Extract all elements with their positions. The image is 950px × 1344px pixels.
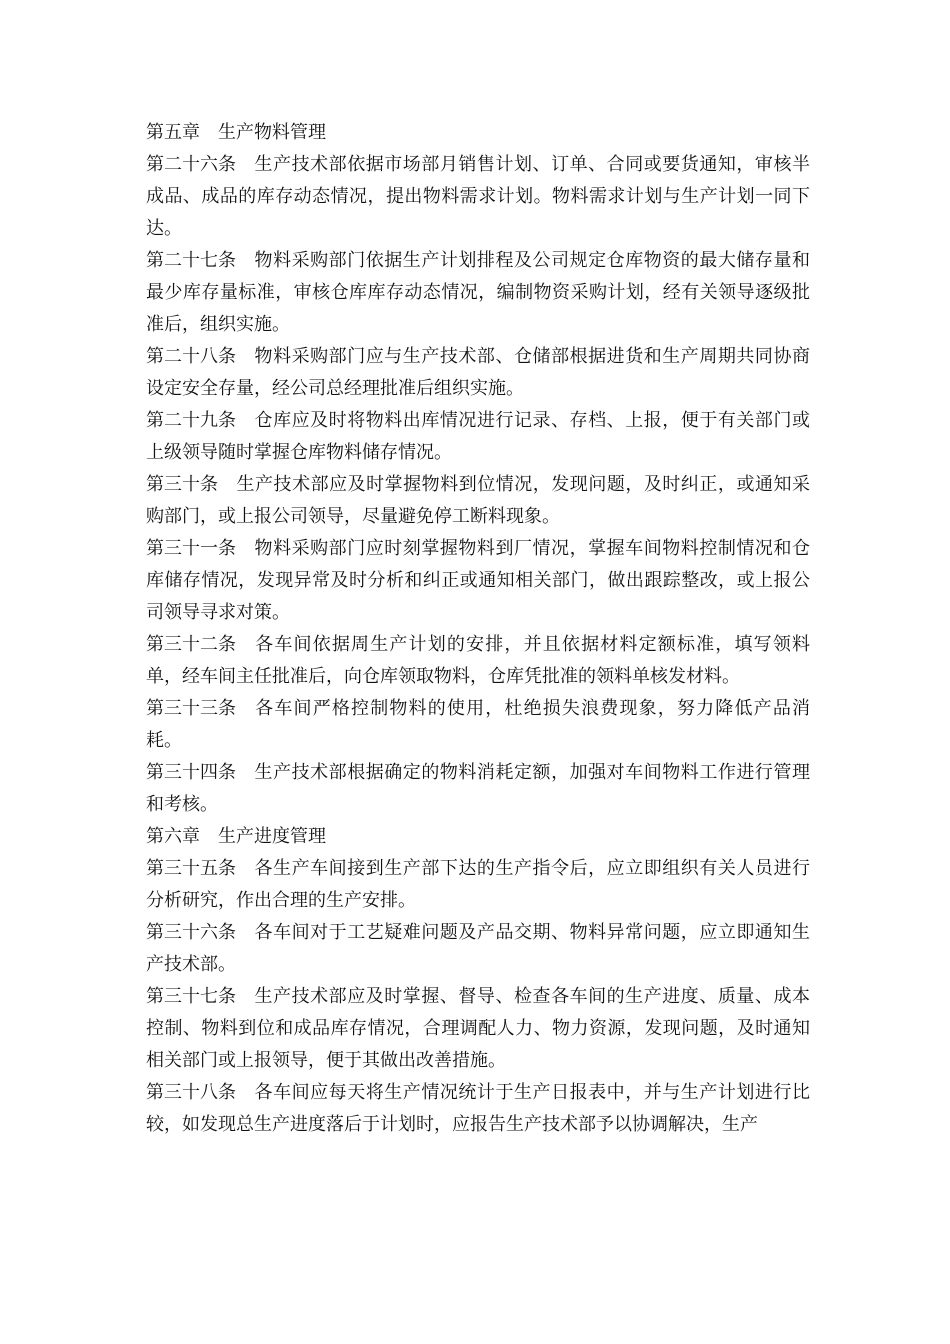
document-body: [146, 117, 810, 1141]
article-text: 各车间依据周生产计划的安排，并且依据材料定额标准，填写领料单，经车间主任批准后，向仓库领取物料，仓库凭批准的领料单核发材料。: [146, 634, 810, 687]
article-label: 第三十条: [146, 474, 218, 495]
article-27: [146, 245, 810, 341]
article-text: 生产技术部应及时掌握、督导、检查各车间的生产进度、质量、成本控制、物料到位和成品库存情况，合理调配人力、物力资源，发现问题，及时通知相关部门或上报领导，便于其做出改善措施。: [146, 986, 810, 1071]
chapter-heading: [146, 821, 810, 853]
article-text: 生产技术部根据确定的物料消耗定额，加强对车间物料工作进行管理和考核。: [146, 762, 810, 815]
article-text: 物料采购部门依据生产计划排程及公司规定仓库物资的最大储存量和最少库存量标准，审核仓库库存动态情况，编制物资采购计划，经有关领导逐级批准后，组织实施。: [146, 250, 810, 335]
article-text: 各车间严格控制物料的使用，杜绝损失浪费现象，努力降低产品消耗。: [146, 698, 810, 751]
article-34: [146, 757, 810, 821]
chapter-label: 第六章: [146, 826, 200, 847]
article-text: 各车间对于工艺疑难问题及产品交期、物料异常问题，应立即通知生产技术部。: [146, 922, 810, 975]
article-35: [146, 853, 810, 917]
article-31: [146, 533, 810, 629]
article-label: 第三十七条: [146, 986, 236, 1007]
article-37: [146, 981, 810, 1077]
article-label: 第三十一条: [146, 538, 236, 559]
article-label: 第二十七条: [146, 250, 236, 271]
article-label: 第二十八条: [146, 346, 236, 367]
article-text: 物料采购部门应时刻掌握物料到厂情况，掌握车间物料控制情况和仓库储存情况，发现异常及时分析和纠正或通知相关部门，做出跟踪整改，或上报公司领导寻求对策。: [146, 538, 810, 623]
article-label: 第三十四条: [146, 762, 236, 783]
article-text: 各车间应每天将生产情况统计于生产日报表中，并与生产计划进行比较，如发现总生产进度落后于计划时，应报告生产技术部予以协调解决，生产: [146, 1082, 810, 1135]
article-text: 各生产车间接到生产部下达的生产指令后，应立即组织有关人员进行分析研究，作出合理的生产安排。: [146, 858, 810, 911]
article-38: [146, 1077, 810, 1141]
article-label: 第二十九条: [146, 410, 236, 431]
article-30: [146, 469, 810, 533]
article-29: [146, 405, 810, 469]
article-label: 第三十二条: [146, 634, 236, 655]
article-label: 第三十三条: [146, 698, 236, 719]
article-text: 生产技术部应及时掌握物料到位情况，发现问题，及时纠正，或通知采购部门，或上报公司领导，尽量避免停工断料现象。: [146, 474, 810, 527]
article-label: 第二十六条: [146, 154, 236, 175]
article-text: 物料采购部门应与生产技术部、仓储部根据进货和生产周期共同协商设定安全存量，经公司总经理批准后组织实施。: [146, 346, 810, 399]
article-26: [146, 149, 810, 245]
article-33: [146, 693, 810, 757]
article-label: 第三十八条: [146, 1082, 236, 1103]
article-32: [146, 629, 810, 693]
article-36: [146, 917, 810, 981]
chapter-label: 第五章: [146, 122, 200, 143]
article-label: 第三十六条: [146, 922, 236, 943]
chapter-title: 生产物料管理: [218, 122, 326, 143]
article-text: 生产技术部依据市场部月销售计划、订单、合同或要货通知，审核半成品、成品的库存动态情况，提出物料需求计划。物料需求计划与生产计划一同下达。: [146, 154, 810, 239]
article-text: 仓库应及时将物料出库情况进行记录、存档、上报，便于有关部门或上级领导随时掌握仓库物料储存情况。: [146, 410, 810, 463]
chapter-title: 生产进度管理: [218, 826, 326, 847]
article-label: 第三十五条: [146, 858, 236, 879]
chapter-heading: [146, 117, 810, 149]
article-28: [146, 341, 810, 405]
